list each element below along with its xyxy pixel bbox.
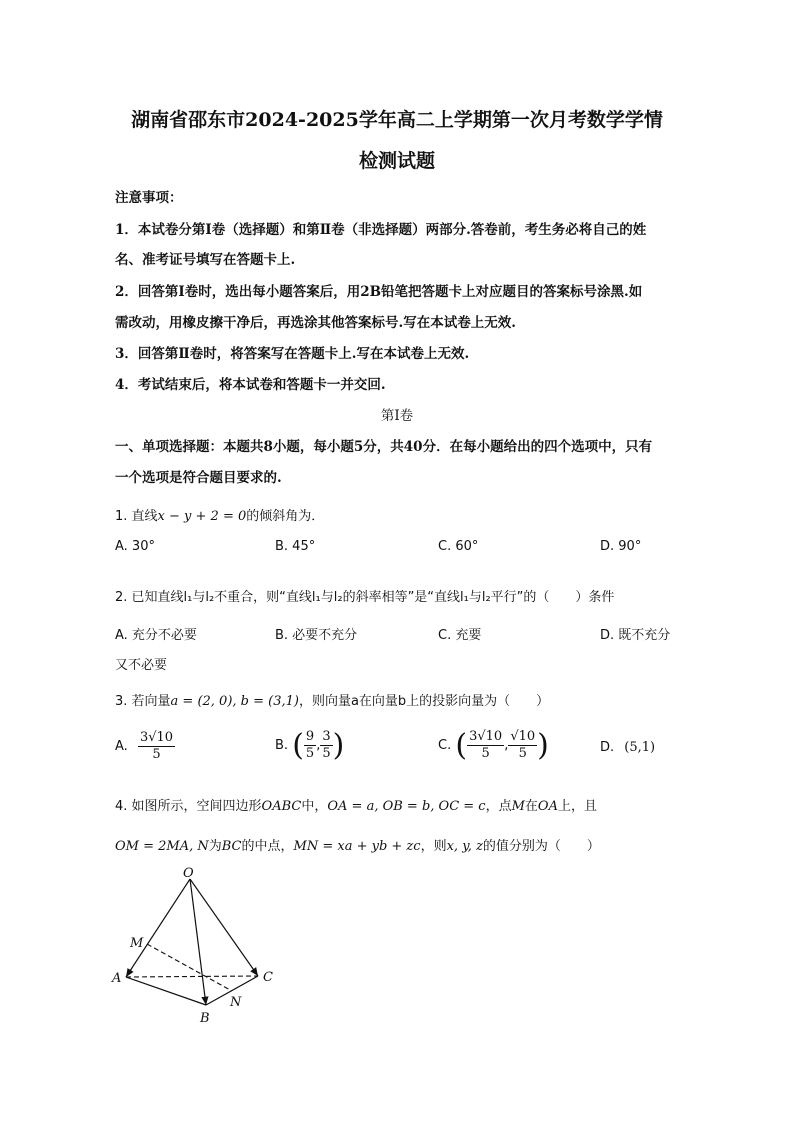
question-2-option-a: A. 充分不必要 (115, 628, 197, 643)
note-item-1-line2: 名、准考证号填写在答题卡上. (115, 252, 296, 268)
exam-title-line2: 检测试题 (358, 150, 435, 172)
edge-ab (126, 977, 206, 1005)
note-item-4: 4．考试结束后，将本试卷和答题卡一并交回. (115, 377, 386, 393)
label-b: B (200, 1011, 210, 1026)
question-3 (115, 690, 549, 709)
question-3-prefix: 3. 若向量 (115, 694, 171, 709)
question-2-option-d: D. 既不充分 (600, 628, 671, 643)
edge-ac-dashed (126, 976, 258, 977)
question-2-option-d-continuation: 又不必要 (115, 658, 168, 673)
notes-heading: 注意事项： (115, 190, 183, 206)
note-item-2-line1: 2．回答第Ⅰ卷时，选出每小题答案后，用2B铅笔把答题卡上对应题目的答案标号涂黑.如 (115, 284, 643, 300)
question-2-option-b: B. 必要不充分 (275, 628, 358, 643)
question-3-option-a: A. $\frac{3√10}{5}$ (115, 730, 174, 762)
question-1-prefix: 1. 直线 (115, 509, 158, 524)
question-1-option-c: C. 60° (438, 539, 479, 554)
question-1-option-d: D. 90° (600, 539, 642, 554)
question-2-option-c: C. 充要 (438, 628, 482, 643)
label-n: N (230, 995, 242, 1010)
exam-title-line1: 湖南省邵东市2024-2025学年高二上学期第一次月考数学学情 (131, 109, 663, 131)
question-1 (115, 505, 324, 524)
question-3-option-c: C. ( $\frac{3√10}{5}$ , $\frac{√10}{5}$ ) (438, 728, 549, 763)
label-c: C (263, 970, 273, 985)
question-4-vectors: OA = a, OB = b, OC = c (327, 799, 486, 814)
part1-instruction-line1: 一、单项选择题：本题共8小题，每小题5分，共40分．在每小题给出的四个选项中，只有 (115, 439, 653, 455)
question-1-suffix: 的倾斜角为． (246, 509, 325, 524)
question-4-line2: OM = 2MA, N为BC的中点，MN = xa + yb + zc，则x, y, z的值分别为（ ） (115, 839, 600, 854)
question-3-vectors: a = (2, 0), b = (3,1) (170, 694, 299, 709)
question-4-line1: 4. 如图所示，空间四边形OABC中，OA = a, OB = b, OC = c，点M在OA上，且 (115, 799, 597, 814)
edge-oa (126, 879, 190, 977)
note-item-2-line2: 需改动，用橡皮擦干净后，再选涂其他答案标号.写在本试卷上无效. (115, 315, 516, 331)
label-o: O (183, 866, 194, 881)
section-title: 第Ⅰ卷 (380, 408, 414, 424)
label-a: A (112, 971, 122, 986)
question-3-suffix: ，则向量a在向量b上的投影向量为（ ） (298, 694, 550, 709)
question-3-option-b: B. ( $\frac{9}{5}$ , $\frac{3}{5}$ ) (275, 728, 345, 763)
question-1-option-b: B. 45° (275, 539, 316, 554)
label-m: M (130, 936, 144, 951)
question-1-equation: x − y + 2 = 0 (157, 509, 247, 524)
option-a-fraction: $\frac{3√10}{5}$ (139, 730, 174, 762)
segment-mn-dashed (147, 944, 232, 991)
question-1-option-a: A. 30° (115, 539, 155, 554)
tetrahedron-figure (110, 865, 280, 1030)
part1-instruction-line2: 一个选项是符合题目要求的. (115, 470, 282, 486)
note-item-3: 3．回答第Ⅱ卷时，将答案写在答题卡上.写在本试卷上无效. (115, 346, 470, 362)
note-item-1-line1: 1．本试卷分第Ⅰ卷（选择题）和第Ⅱ卷（非选择题）两部分.答卷前，考生务必将自己的姓 (115, 222, 647, 238)
question-2: 2. 已知直线l₁与l₂不重合，则“直线l₁与l₂的斜率相等”是“直线l₁与l₂平行”的（ ）条件 (115, 590, 615, 605)
question-3-option-d: D. (5,1) (600, 740, 656, 755)
